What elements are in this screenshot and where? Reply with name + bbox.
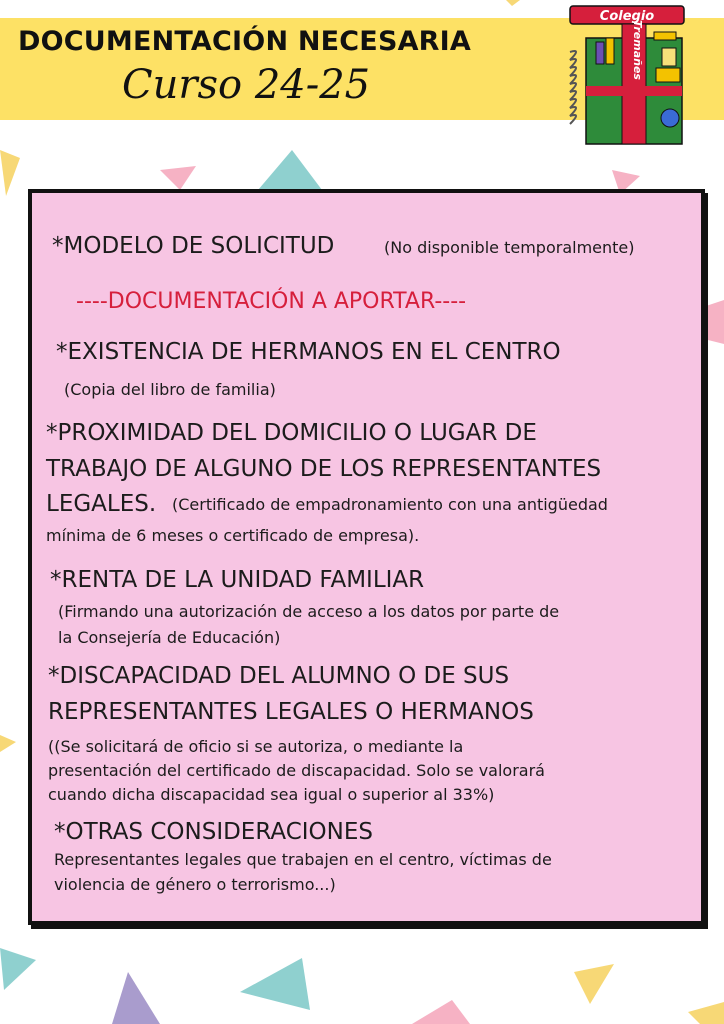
documentation-card: [28, 189, 705, 925]
modelo-heading: *MODELO DE SOLICITUD: [52, 233, 335, 259]
triangle-shape: [0, 735, 16, 752]
hermanos-note: (Copia del libro de familia): [64, 380, 276, 399]
discapacidad-note-1: ((Se solicitará de oficio si se autoriza, o mediante la: [48, 737, 464, 756]
triangle-shape: [258, 150, 322, 190]
page-title: DOCUMENTACIÓN NECESARIA: [18, 26, 472, 57]
svg-text:Tremañes: Tremañes: [631, 20, 644, 80]
svg-text:Colegio: Colegio: [599, 9, 655, 24]
proximidad-heading-1: *PROXIMIDAD DEL DOMICILIO O LUGAR DE: [46, 420, 537, 446]
otras-note-1: Representantes legales que trabajen en el centro, víctimas de: [54, 850, 552, 869]
proximidad-note-1: (Certificado de empadronamiento con una antigüedad: [172, 495, 608, 514]
triangle-shape: [574, 964, 614, 1004]
modelo-note: (No disponible temporalmente): [384, 238, 635, 257]
triangle-shape: [0, 150, 20, 196]
proximidad-heading-3: LEGALES.: [46, 491, 157, 517]
proximidad-note-2: mínima de 6 meses o certificado de empresa).: [46, 526, 420, 545]
discapacidad-heading-2: REPRESENTANTES LEGALES O HERMANOS: [48, 699, 534, 725]
page-subtitle: Curso 24-25: [122, 62, 371, 108]
discapacidad-note-2: presentación del certificado de discapacidad. Solo se valorará: [48, 761, 545, 780]
triangle-shape: [112, 972, 160, 1024]
discapacidad-heading-1: *DISCAPACIDAD DEL ALUMNO O DE SUS: [48, 663, 510, 689]
renta-note-1: (Firmando una autorización de acceso a los datos por parte de: [58, 602, 560, 621]
discapacidad-note-3: cuando dicha discapacidad sea igual o superior al 33%): [48, 785, 495, 804]
triangle-shape: [240, 958, 310, 1010]
renta-note-2: la Consejería de Educación): [58, 628, 281, 647]
triangle-shape: [506, 0, 520, 6]
triangle-shape: [0, 948, 36, 990]
hermanos-heading: *EXISTENCIA DE HERMANOS EN EL CENTRO: [56, 339, 561, 365]
otras-note-2: violencia de género o terrorismo...): [54, 875, 336, 894]
triangle-shape: [160, 166, 196, 190]
school-logo: [566, 2, 688, 148]
otras-heading: *OTRAS CONSIDERACIONES: [54, 819, 374, 845]
section-heading: ----DOCUMENTACIÓN A APORTAR----: [76, 289, 467, 314]
triangle-shape: [706, 300, 724, 344]
proximidad-heading-2: TRABAJO DE ALGUNO DE LOS REPRESENTANTES: [46, 456, 602, 482]
triangle-shape: [688, 1002, 724, 1024]
renta-heading: *RENTA DE LA UNIDAD FAMILIAR: [50, 567, 425, 593]
triangle-shape: [412, 1000, 470, 1024]
